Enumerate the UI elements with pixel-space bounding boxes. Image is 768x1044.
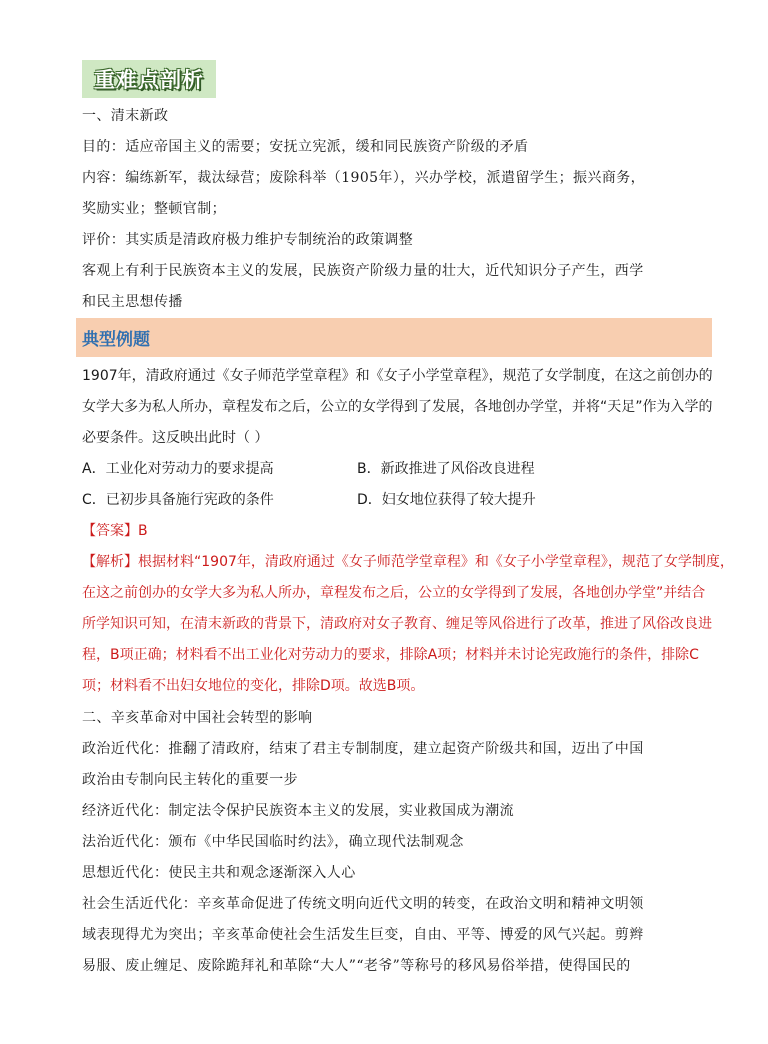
option-a: A．工业化对劳动力的要求提高	[82, 461, 274, 477]
paragraph-line: 政治近代化：推翻了清政府，结束了君主专制制度，建立起资产阶级共和国，迈出了中国	[82, 741, 644, 757]
badge-label: 重难点剖析	[94, 68, 204, 92]
paragraph-line: 内容：编练新军，裁汰绿营；废除科举（1905年），兴办学校，派遣留学生；振兴商务，	[82, 170, 646, 186]
paragraph-line: 和民主思想传播	[82, 294, 183, 310]
banner-label: 典型例题	[82, 330, 150, 350]
paragraph-line: 客观上有利于民族资本主义的发展，民族资产阶级力量的壮大，近代知识分子产生，西学	[82, 263, 644, 279]
option-row	[82, 454, 712, 485]
question-line: 女学大多为私人所办，章程发布之后，公立的女学得到了发展，各地创办学堂，并将“天足”作为入学的	[82, 399, 713, 415]
section-heading: 一、清末新政	[82, 108, 169, 124]
option-d: D．妇女地位获得了较大提升	[357, 492, 536, 508]
question-stem	[82, 361, 712, 454]
analysis-line: 项；材料看不出妇女地位的变化，排除D项。故选B项。	[82, 678, 425, 694]
option-c: C．已初步具备施行宪政的条件	[82, 492, 274, 508]
analysis-line: 所学知识可知，在清末新政的背景下，清政府对女子教育、缠足等风俗进行了改革，推进了风俗改良进	[82, 616, 712, 632]
paragraph-line: 法治近代化：颁布《中华民国临时约法》，确立现代法制观念	[82, 834, 464, 850]
option-row	[82, 485, 712, 516]
paragraph-line: 思想近代化：使民主共和观念逐渐深入人心	[82, 865, 356, 881]
answer-block	[82, 516, 712, 547]
paragraph-line: 易服、废止缠足、废除跪拜礼和革除“大人”“老爷”等称号的移风易俗举措，使得国民的	[82, 958, 631, 974]
analysis-line: 【解析】根据材料“1907年，清政府通过《女子师范学堂章程》和《女子小学堂章程》，规范了女学制度，	[82, 554, 734, 570]
paragraph-line: 域表现得尤为突出；辛亥革命使社会生活发生巨变，自由、平等、博爱的风气兴起。剪辫	[82, 927, 644, 943]
section-badge	[82, 60, 216, 98]
paragraph-line: 奖励实业；整顿官制；	[82, 201, 226, 217]
paragraph-line: 政治由专制向民主转化的重要一步	[82, 772, 298, 788]
section-heading: 二、辛亥革命对中国社会转型的影响	[82, 710, 313, 726]
option-b: B．新政推进了风俗改良进程	[357, 461, 535, 477]
analysis-line: 程，B项正确；材料看不出工业化对劳动力的要求，排除A项；材料并未讨论宪政施行的条件，排除C	[82, 647, 699, 663]
question-options	[82, 454, 712, 516]
paragraph-line: 社会生活近代化：辛亥革命促进了传统文明向近代文明的转变，在政治文明和精神文明领	[82, 896, 644, 912]
section-xinhai-geming	[82, 703, 712, 982]
paragraph-line: 经济近代化：制定法令保护民族资本主义的发展，实业救国成为潮流	[82, 803, 514, 819]
answer-line: 【答案】B	[82, 523, 148, 539]
analysis-line: 在这之前创办的女学大多为私人所办，章程发布之后，公立的女学得到了发展，各地创办学堂”并结合	[82, 585, 706, 601]
question-line: 1907年，清政府通过《女子师范学堂章程》和《女子小学堂章程》，规范了女学制度，在这之前创办的	[82, 368, 713, 384]
paragraph-line: 评价：其实质是清政府极力维护专制统治的政策调整	[82, 232, 414, 248]
paragraph-line: 目的：适应帝国主义的需要；安抚立宪派，缓和同民族资产阶级的矛盾	[82, 139, 529, 155]
section-qingmo-xinzheng	[82, 101, 712, 318]
typical-example-banner	[76, 318, 712, 357]
question-line: 必要条件。这反映出此时（ ）	[82, 430, 269, 446]
analysis-block	[82, 547, 734, 702]
